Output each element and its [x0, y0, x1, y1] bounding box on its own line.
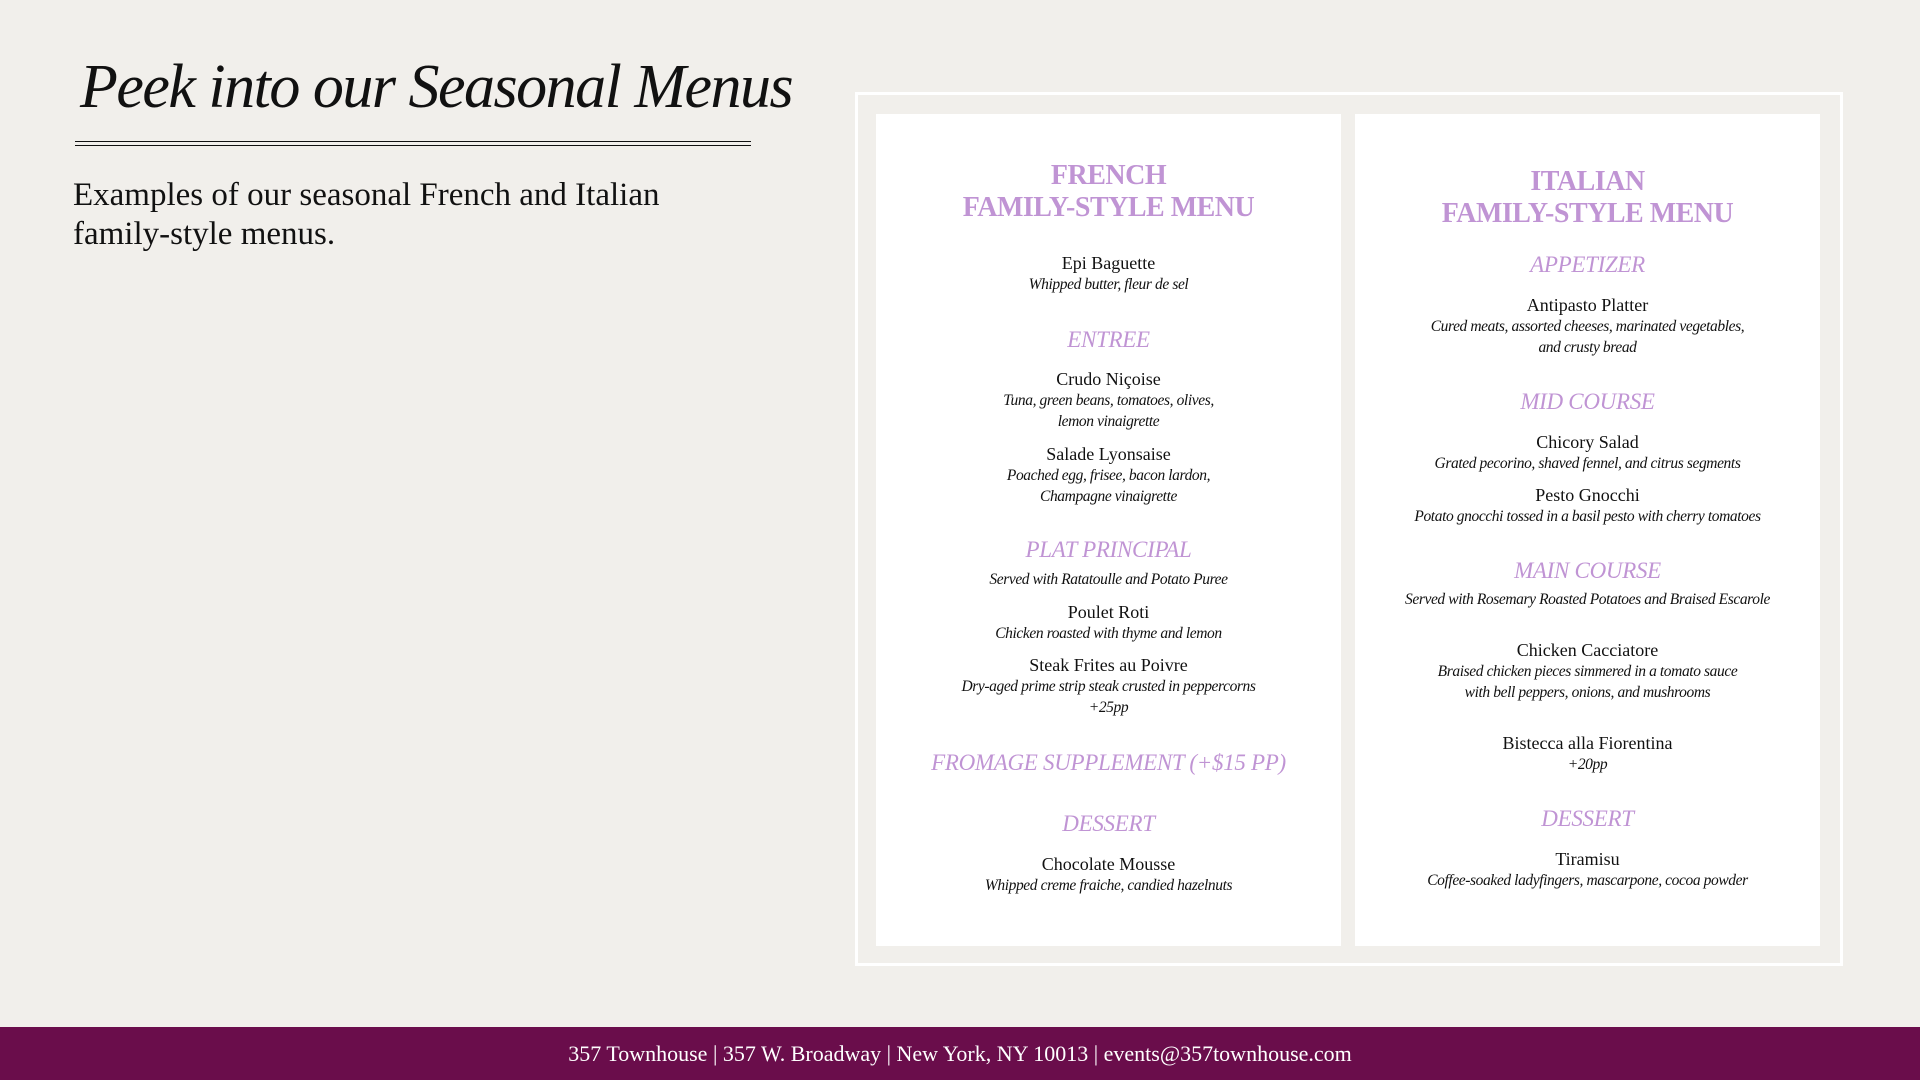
dish-name-chicken-cacciatore: Chicken Cacciatore	[1516, 640, 1659, 660]
dish-name-chicory-salad: Chicory Salad	[1536, 432, 1639, 452]
section-title-dessert: DESSERT	[1062, 811, 1155, 836]
dish-desc-tiramisu: Coffee-soaked ladyfingers, mascarpone, cocoa powder	[1427, 872, 1748, 889]
section-title-main-course: MAIN COURSE	[1514, 558, 1661, 583]
section-title-plat-principal: PLAT PRINCIPAL	[1025, 537, 1192, 562]
french-menu-card	[876, 114, 1341, 946]
italian-heading-line1: ITALIAN	[1530, 166, 1645, 197]
main-course-note: Served with Rosemary Roasted Potatoes and Braised Escarole	[1405, 591, 1770, 608]
dish-desc-chicory-salad: Grated pecorino, shaved fennel, and citrus segments	[1434, 455, 1741, 472]
dish-desc-bistecca-fiorentina: +20pp	[1567, 756, 1608, 773]
section-title-entree: ENTREE	[1067, 327, 1150, 352]
french-heading-line1: FRENCH	[1050, 160, 1167, 191]
dish-name-pesto-gnocchi: Pesto Gnocchi	[1535, 485, 1640, 505]
dish-name-steak-frites: Steak Frites au Poivre	[1029, 655, 1188, 675]
title-double-rule	[75, 141, 751, 146]
section-title-dessert: DESSERT	[1541, 806, 1634, 831]
dish-name-tiramisu: Tiramisu	[1555, 849, 1620, 869]
intro-text: Examples of our seasonal French and Italian family-style menus.	[73, 177, 660, 252]
plat-principal-note: Served with Ratatoulle and Potato Puree	[989, 571, 1228, 588]
dish-desc-epi-baguette: Whipped butter, fleur de sel	[1028, 276, 1189, 293]
italian-menu-card	[1355, 114, 1820, 946]
dish-desc-antipasto-platter: Cured meats, assorted cheeses, marinated vegetables, and crusty bread	[1430, 318, 1745, 356]
french-menu-heading	[876, 160, 1341, 224]
italian-heading-line2: FAMILY-STYLE MENU	[1441, 198, 1734, 229]
dish-name-epi-baguette: Epi Baguette	[1061, 253, 1156, 273]
dish-desc-poulet-roti: Chicken roasted with thyme and lemon	[995, 625, 1222, 642]
footer-contact-text: 357 Townhouse | 357 W. Broadway | New York, NY 10013 | events@357townhouse.com	[568, 1041, 1352, 1066]
dish-name-crudo-nicoise: Crudo Niçoise	[1056, 369, 1161, 389]
dish-name-chocolate-mousse: Chocolate Mousse	[1041, 854, 1176, 874]
dish-desc-chocolate-mousse: Whipped creme fraiche, candied hazelnuts	[984, 877, 1233, 894]
page-title: Peek into our Seasonal Menus	[80, 53, 793, 121]
dish-desc-salade-lyonsaise: Poached egg, frisee, bacon lardon, Champagne vinaigrette	[1006, 467, 1211, 505]
dish-name-antipasto-platter: Antipasto Platter	[1526, 295, 1649, 315]
dish-name-bistecca-fiorentina: Bistecca alla Fiorentina	[1502, 733, 1673, 753]
italian-menu-heading	[1355, 166, 1820, 230]
dish-name-salade-lyonsaise: Salade Lyonsaise	[1046, 444, 1171, 464]
dish-desc-steak-frites: Dry-aged prime strip steak crusted in peppercorns +25pp	[961, 678, 1256, 716]
footer-bar	[0, 1027, 1920, 1080]
dish-desc-crudo-nicoise: Tuna, green beans, tomatoes, olives, lemon vinaigrette	[1003, 392, 1214, 430]
section-title-fromage-supplement: FROMAGE SUPPLEMENT (+$15 PP)	[931, 750, 1286, 775]
dish-name-poulet-roti: Poulet Roti	[1067, 602, 1150, 622]
dish-desc-pesto-gnocchi: Potato gnocchi tossed in a basil pesto with cherry tomatoes	[1414, 508, 1761, 525]
dish-desc-chicken-cacciatore: Braised chicken pieces simmered in a tomato sauce with bell peppers, onions, and mushrooms	[1437, 663, 1738, 701]
section-title-mid-course: MID COURSE	[1520, 389, 1655, 414]
section-title-appetizer: APPETIZER	[1530, 252, 1645, 277]
french-heading-line2: FAMILY-STYLE MENU	[962, 192, 1255, 223]
